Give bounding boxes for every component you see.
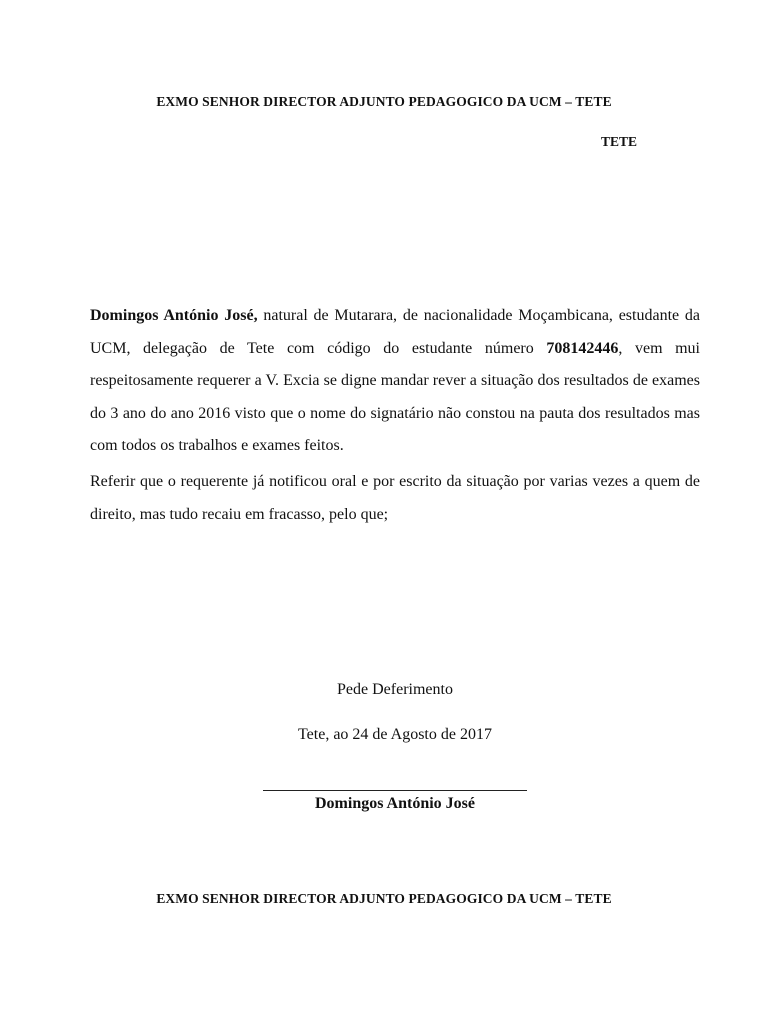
request-paragraph <box>90 300 700 463</box>
signature-line <box>263 790 527 791</box>
city-label: TETE <box>601 134 638 149</box>
notice-paragraph: Referir que o requerente já notificou oral e por escrito da situação por varias vezes a quem de direito, mas tudo recaiu em fracasso, pelo que; <box>90 473 700 523</box>
petitioner-name: Domingos António José, <box>90 307 258 324</box>
place-date: Tete, ao 24 de Agosto de 2017 <box>298 726 492 743</box>
paragraph1-text-b: , vem mui respeitosamente requerer a V. Excia se digne mandar rever a situação dos resultados de exames do 3 ano do ano 2016 visto que o nome do signatário não constou na pauta dos resultados mas com todos os trabalhos e exames feitos. <box>90 339 701 454</box>
request-closing: Pede Deferimento <box>337 681 453 698</box>
footer-addressee-heading: EXMO SENHOR DIRECTOR ADJUNTO PEDAGOGICO DA UCM – TETE <box>156 891 612 906</box>
paragraph1-text-a: natural de Mutarara, de nacionalidade Moçambicana, estudante da UCM, delegação de Tete com código do estudante número <box>90 307 701 357</box>
signature-name: Domingos António José <box>314 795 476 812</box>
student-number: 708142446 <box>546 339 619 357</box>
addressee-heading: EXMO SENHOR DIRECTOR ADJUNTO PEDAGOGICO DA UCM – TETE <box>156 94 612 109</box>
